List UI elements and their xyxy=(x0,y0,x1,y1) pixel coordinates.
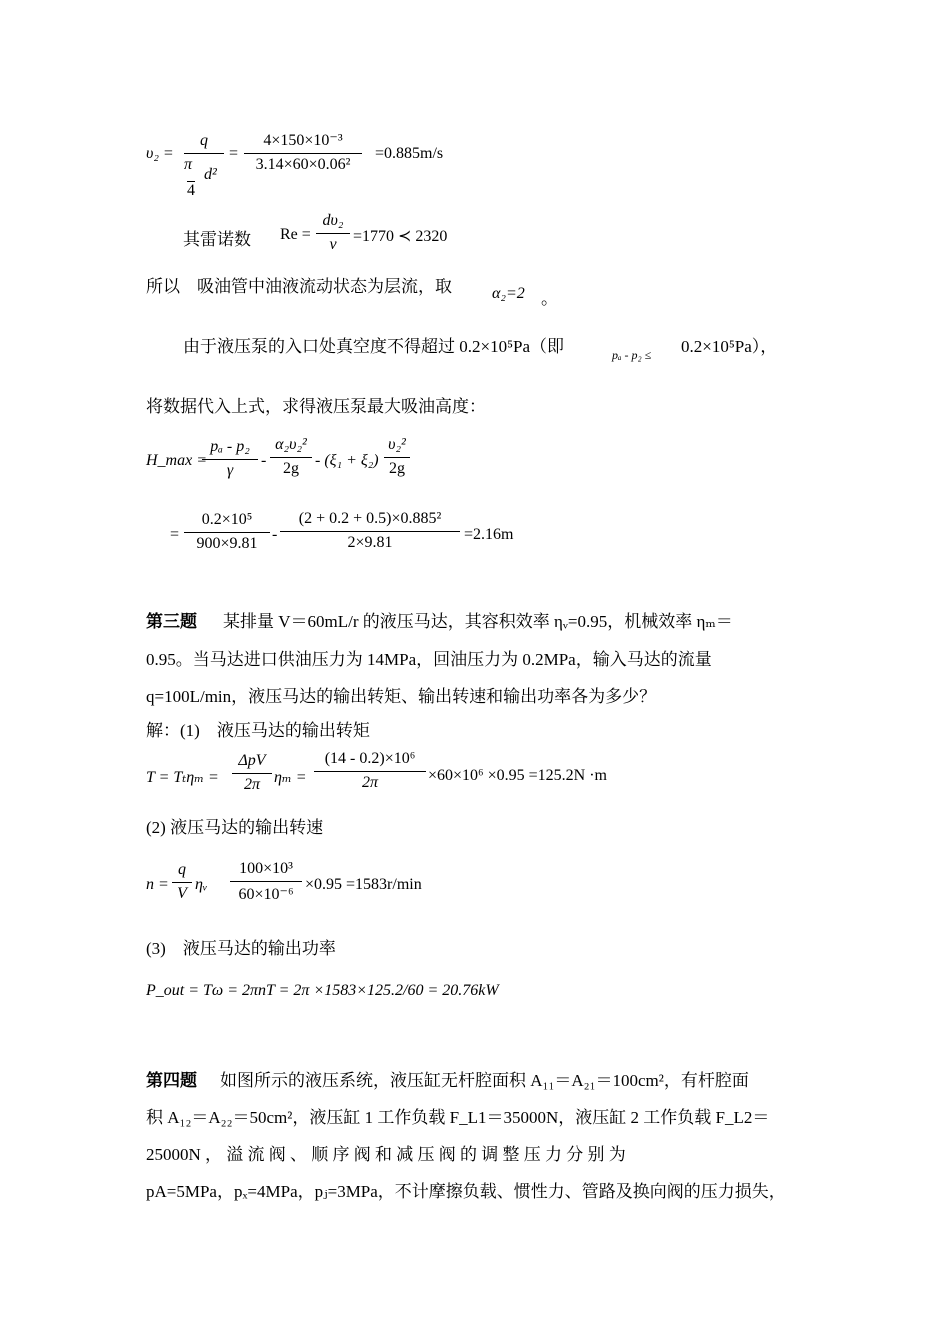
speed-frac1: q V xyxy=(172,861,192,903)
torque-mid: ηₘ = xyxy=(274,769,307,786)
vacuum-text1: 由于液压泵的入口处真空度不得超过 0.2×10⁵Pa（即 xyxy=(183,337,565,356)
speed-lhs: n = xyxy=(146,876,169,893)
v2-result: =0.885m/s xyxy=(375,145,444,162)
hmax-g2: (2 + 0.2 + 0.5)×0.885² 2×9.81 xyxy=(280,510,460,552)
laminar-text: 所以 吸油管中油液流动状态为层流，取 xyxy=(146,277,452,296)
q3-sol3: (3) 液压马达的输出功率 xyxy=(146,939,336,958)
torque-lhs: T = Tₜηₘ = xyxy=(146,769,219,786)
v2-frac2: 4×150×10⁻³ 3.14×60×0.06² xyxy=(244,130,362,174)
q3-line3: q=100L/min，液压马达的输出转矩、输出转速和输出功率各为多少？ xyxy=(146,687,657,706)
hmax-eq: = xyxy=(170,526,180,543)
speed-frac2: 100×10³ 60×10⁻⁶ xyxy=(230,860,302,904)
hmax-lhs: H_max = xyxy=(146,452,208,469)
q4-line4: pA=5MPa，pₓ=4MPa，pⱼ=3MPa，不计摩擦负载、惯性力、管路及换向阀的压力损失， xyxy=(146,1182,786,1201)
v2-four: 4 xyxy=(187,182,195,199)
reynolds-label: 其雷诺数 xyxy=(183,230,251,249)
q3-line2: 0.95。当马达进口供油压力为 14MPa，回油压力为 0.2MPa，输入马达的流量 xyxy=(146,650,712,669)
laminar-end: 。 xyxy=(541,289,558,308)
torque-frac2: (14 - 0.2)×10⁶ 2π xyxy=(314,750,426,792)
power-equation: P_out = Tω = 2πnT = 2π ×1583×125.2/60 = 20.76kW xyxy=(146,982,499,999)
vacuum-cond: pₐ - p₂ ≤ xyxy=(612,348,652,362)
v2-lhs: υ₂ = xyxy=(146,145,174,162)
torque-rest: ×60×10⁶ ×0.95 =125.2N ·m xyxy=(428,767,607,784)
laminar-alpha: α₂=2 xyxy=(492,285,525,302)
v2-frac1: q π xyxy=(184,132,224,174)
hmax-minus2: - (ξ₁ + ξ₂) xyxy=(315,452,379,469)
hmax-result: =2.16m xyxy=(464,526,514,543)
q4-line1: 如图所示的液压系统，液压缸无杆腔面积 A₁₁＝A₂₁＝100cm²，有杆腔面 xyxy=(220,1071,749,1090)
hmax-frac2: α₂υ₂² 2g xyxy=(270,436,312,478)
reynolds-lhs: Re = xyxy=(280,226,311,243)
hmax-minus3: - xyxy=(272,526,278,543)
q3-heading: 第三题 xyxy=(146,612,197,631)
hmax-frac3: υ₂² 2g xyxy=(384,436,410,478)
q3-sol2: (2) 液压马达的输出转速 xyxy=(146,818,324,837)
q4-line2: 积 A₁₂＝A₂₂＝50cm²，液压缸 1 工作负载 F_L1＝35000N，液压缸 2 工作负载 F_L2＝ xyxy=(146,1108,770,1127)
q4-heading: 第四题 xyxy=(146,1071,197,1090)
v2-eq: = xyxy=(229,145,239,162)
reynolds-result: =1770 ≺ 2320 xyxy=(353,228,448,245)
q3-line1: 某排量 V＝60mL/r 的液压马达，其容积效率 ηᵥ=0.95，机械效率 ηₘ＝ xyxy=(223,612,733,631)
hmax-frac1: pₐ - p₂ γ xyxy=(202,438,258,480)
speed-mid: ηᵥ xyxy=(195,876,208,893)
substitute-text: 将数据代入上式，求得液压泵最大吸油高度： xyxy=(146,397,486,416)
reynolds-frac: dυ₂ ν xyxy=(316,212,350,254)
hmax-minus1: - xyxy=(261,452,267,469)
q4-line3: 25000N ， 溢 流 阀 、 顺 序 阀 和 减 压 阀 的 调 整 压 力 分 别 为 xyxy=(146,1145,626,1164)
vacuum-text2: 0.2×10⁵Pa）， xyxy=(681,337,778,356)
hmax-g1: 0.2×10⁵ 900×9.81 xyxy=(184,511,270,553)
speed-rest: ×0.95 =1583r/min xyxy=(305,876,422,893)
q3-sol1: 解：(1) 液压马达的输出转矩 xyxy=(146,721,370,740)
v2-d2: d² xyxy=(204,166,217,183)
torque-frac1: ΔpV 2π xyxy=(232,752,272,794)
